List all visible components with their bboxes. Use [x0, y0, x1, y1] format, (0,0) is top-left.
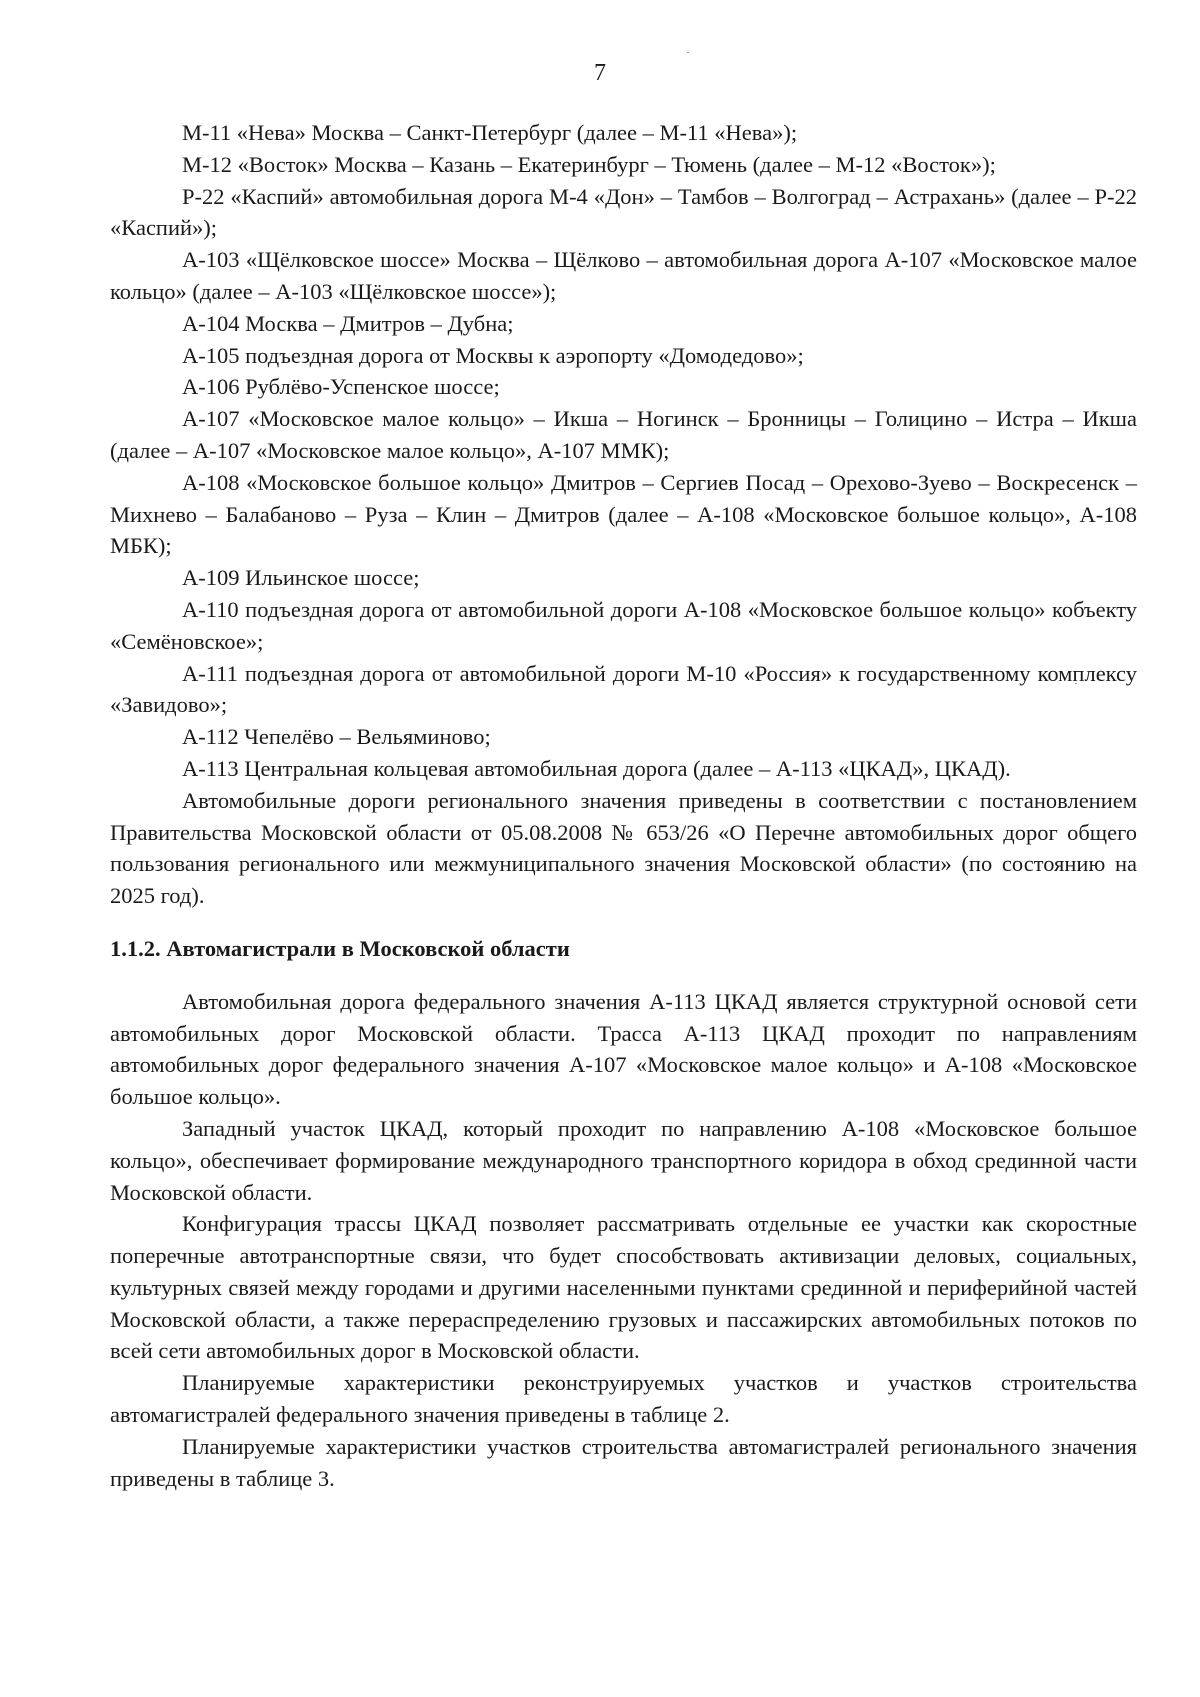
road-item: М-12 «Восток» Москва – Казань – Екатеринбург – Тюмень (далее – М-12 «Восток»); — [182, 151, 996, 177]
page-number: 7 — [594, 60, 606, 86]
scan-speck — [687, 52, 689, 53]
road-item: Р-22 «Каспий» автомобильная дорога М-4 «Дон» – Тамбов – Волгоград – Астрахань» (далее – Р-22 «Каспий»); — [110, 183, 1137, 241]
road-item: А-109 Ильинское шоссе; — [182, 565, 420, 591]
road-item: А-112 Чепелёво – Вельяминово; — [182, 724, 491, 750]
road-item: А-111 подъездная дорога от автомобильной дороги М-10 «Россия» к государственному комплексу «Завидово»; — [110, 660, 1137, 718]
section-paragraph: Западный участок ЦКАД, который проходит по направлению А-108 «Московское большое кольцо», обеспечивает формирование международного транспортного коридора в обход срединной части Московской области. — [110, 1115, 1137, 1205]
document-body — [110, 117, 1137, 1494]
road-item: А-107 «Московское малое кольцо» – Икша – Ногинск – Бронницы – Голицино – Истра – Икша (далее – А-107 «Московское малое кольцо», А-107 ММК); — [110, 406, 1137, 463]
section-paragraph: Конфигурация трассы ЦКАД позволяет рассматривать отдельные ее участки как скоростные поперечные автотранспортные связи, что будет способствовать активизации деловых, социальных, культурных связей между городами и другими населенными пунктами срединной и периферийной частей Московской области, а также перераспределению грузовых и пассажирских автомобильных потоков по всей сети автомобильных дорог в Московской области. — [110, 1211, 1137, 1364]
section-paragraph: Автомобильная дорога федерального значения А-113 ЦКАД является структурной основой сети автомобильных дорог Московской области. Трасса А-113 ЦКАД проходит по направлениям автомобильных дорог федерального значения А-107 «Московское малое кольцо» и А-108 «Московское большое кольцо». — [110, 988, 1137, 1110]
road-item: М-11 «Нева» Москва – Санкт-Петербург (далее – М-11 «Нева»); — [182, 120, 798, 145]
section-heading: 1.1.2. Автомагистрали в Московской области — [110, 935, 570, 961]
section-paragraph: Планируемые характеристики участков строительства автомагистралей регионального значения приведены в таблице 3. — [110, 1433, 1137, 1491]
road-item: А-105 подъездная дорога от Москвы к аэропорту «Домодедово»; — [182, 342, 804, 368]
regional-roads-paragraph: Автомобильные дороги регионального значения приведены в соответствии с постановлением Правительства Московской области от 05.08.2008 № 653/26 «О Перечне автомобильных дорог общего пользования регионального или межмуниципального значения Московской области» (по состоянию на 2025 год). — [110, 787, 1137, 909]
road-item: А-113 Центральная кольцевая автомобильная дорога (далее – А-113 «ЦКАД», ЦКАД). — [182, 755, 1011, 781]
road-item: А-110 подъездная дорога от автомобильной дороги А-108 «Московское большое кольцо» кобъекту «Семёновское»; — [110, 596, 1137, 654]
road-item: А-104 Москва – Дмитров – Дубна; — [182, 310, 514, 336]
road-item: А-106 Рублёво-Успенское шоссе; — [182, 374, 500, 400]
road-item: А-103 «Щёлковское шоссе» Москва – Щёлково – автомобильная дорога А-107 «Московское малое кольцо» (далее – А-103 «Щёлковское шоссе»); — [110, 247, 1137, 304]
road-item: А-108 «Московское большое кольцо» Дмитров – Сергиев Посад – Орехово-Зуево – Воскресенск – Михнево – Балабаново – Руза – Клин – Дмитров (далее – А-108 «Московское большое кольцо», А-108 МБК); — [110, 469, 1137, 559]
section-paragraph: Планируемые характеристики реконструируемых участков и участков строительства автомагистралей федерального значения приведены в таблице 2. — [110, 1370, 1137, 1428]
